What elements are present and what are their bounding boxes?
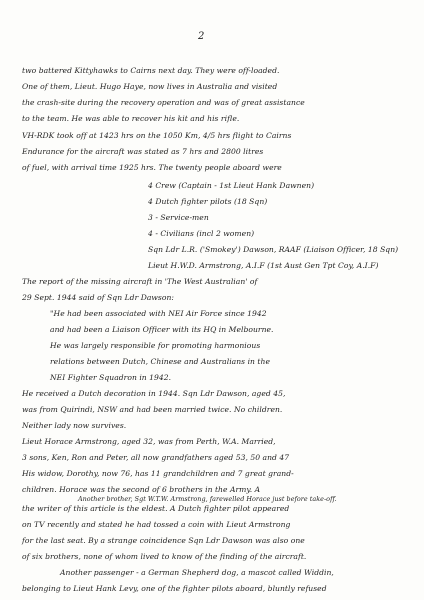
text-line: of six brothers, none of whom lived to know of the finding of the aircraft. [22, 552, 307, 561]
quoted-line: He was largely responsible for promoting harmonious [50, 341, 261, 350]
text-line: Another passenger - a German Shepherd dog, a mascot called Widdin, [60, 568, 334, 577]
inserted-line: Another brother, Sgt W.T.W. Armstrong, farewelled Horace just before take-off. [78, 495, 337, 503]
text-line: One of them, Lieut. Hugo Haye, now lives in Australia and visited [22, 82, 278, 91]
text-line: The report of the missing aircraft in 'The West Australian' of [22, 277, 258, 286]
text-line: VH-RDK took off at 1423 hrs on the 1050 Km, 4/5 hrs flight to Cairns [22, 131, 292, 140]
passenger-list-item: Lieut H.W.D. Armstrong, A.I.F (1st Aust Gen Tpt Coy, A.I.F) [148, 261, 379, 270]
text-line: 3 sons, Ken, Ron and Peter, all now grandfathers aged 53, 50 and 47 [22, 453, 290, 462]
text-line: 29 Sept. 1944 said of Sqn Ldr Dawson: [22, 293, 175, 302]
text-line: His widow, Dorothy, now 76, has 11 grandchildren and 7 great grand- [22, 469, 294, 478]
text-line: two battered Kittyhawks to Cairns next day. They were off-loaded. [22, 66, 280, 75]
text-line: belonging to Lieut Hank Levy, one of the fighter pilots aboard, bluntly refused [22, 584, 327, 593]
text-line: children. Horace was the second of 6 brothers in the Army. A [22, 485, 261, 494]
quoted-line: relations between Dutch, Chinese and Australians in the [50, 357, 270, 366]
text-line: to the team. He was able to recover his kit and his rifle. [22, 114, 240, 123]
text-line: for the last seat. By a strange coincidence Sqn Ldr Dawson was also one [22, 536, 305, 545]
passenger-list-item: 4 - Civilians (incl 2 women) [148, 229, 255, 238]
text-line: the writer of this article is the eldest. A Dutch fighter pilot appeared [22, 504, 290, 513]
quoted-line: and had been a Liaison Officer with its HQ in Melbourne. [50, 325, 274, 334]
text-line: was from Quirindi, NSW and had been married twice. No children. [22, 405, 283, 414]
quoted-line: "He had been associated with NEI Air Force since 1942 [50, 309, 267, 318]
passenger-list-item: 3 - Service-men [148, 213, 209, 222]
passenger-list-item: 4 Dutch fighter pilots (18 Sqn) [148, 197, 268, 206]
text-line: Neither lady now survives. [22, 421, 127, 430]
text-line: Endurance for the aircraft was stated as 7 hrs and 2800 litres [22, 147, 264, 156]
quoted-line: NEI Fighter Squadron in 1942. [50, 373, 172, 382]
page-number: 2 [198, 31, 205, 42]
text-line: on TV recently and stated he had tossed a coin with Lieut Armstrong [22, 520, 291, 529]
text-line: of fuel, with arrival time 1925 hrs. The twenty people aboard were [22, 163, 282, 172]
text-line: He received a Dutch decoration in 1944. Sqn Ldr Dawson, aged 45, [22, 389, 286, 398]
passenger-list-item: 4 Crew (Captain - 1st Lieut Hank Dawnen) [148, 181, 315, 190]
text-line: the crash-site during the recovery operation and was of great assistance [22, 98, 305, 107]
passenger-list-item: Sqn Ldr L.R. ('Smokey') Dawson, RAAF (Liaison Officer, 18 Sqn) [148, 245, 399, 254]
text-line: Lieut Horace Armstrong, aged 32, was from Perth, W.A. Married, [22, 437, 276, 446]
